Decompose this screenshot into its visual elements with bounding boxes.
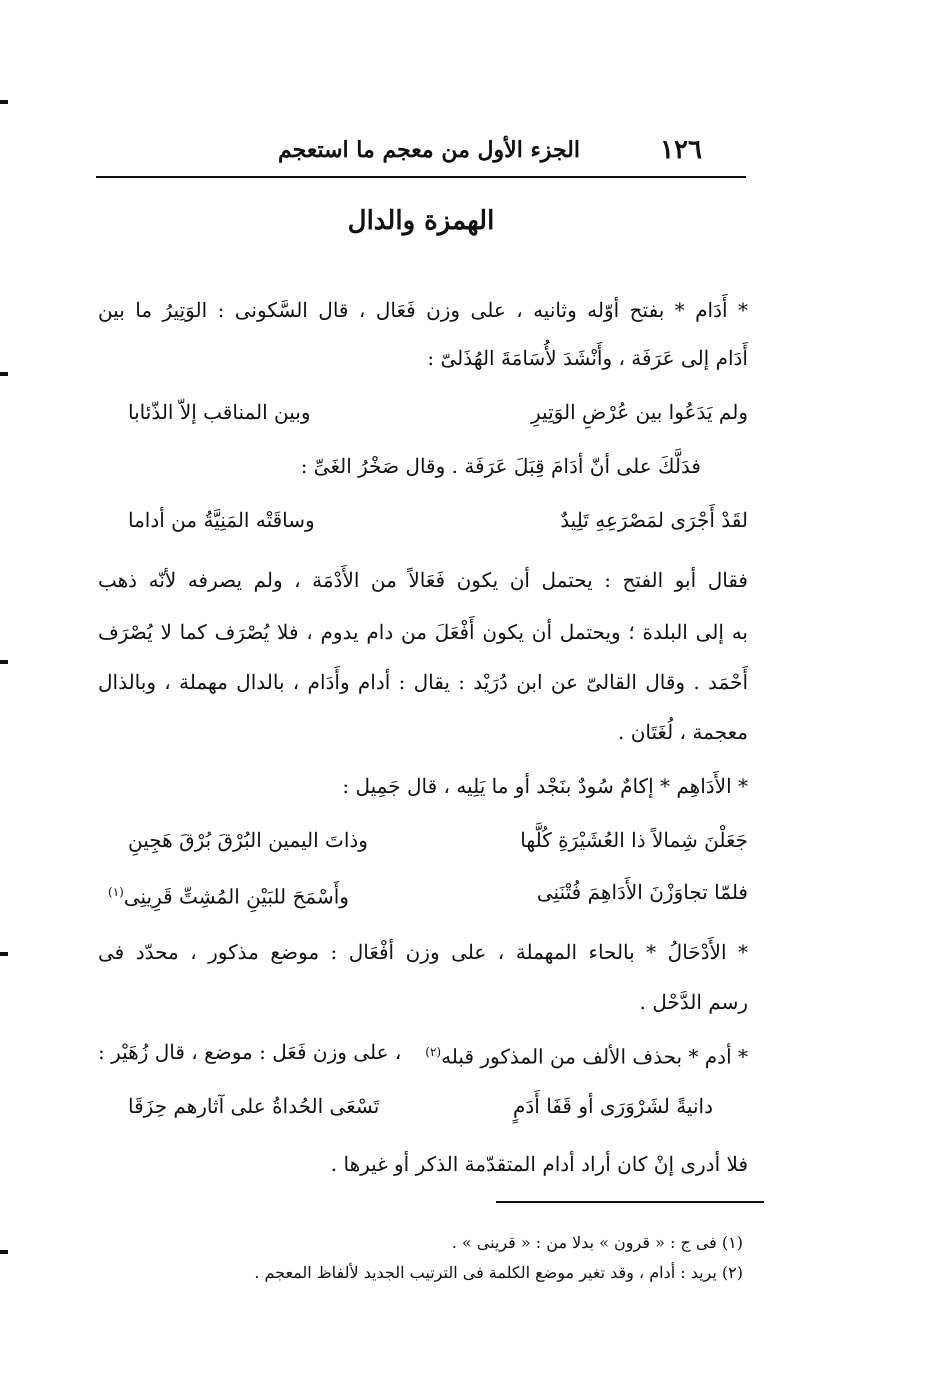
page-number: ١٢٦ — [660, 135, 702, 165]
verse-line — [108, 872, 748, 912]
margin-mark — [0, 100, 8, 104]
section-title: الهمزة والدال — [347, 206, 495, 236]
verse-line — [128, 1086, 713, 1126]
margin-mark — [0, 1250, 8, 1254]
hemistich: جَعَلْنَ شِمالاً ذا العُشَيْرَةِ كُلَّها — [520, 828, 748, 852]
header-rule — [96, 176, 746, 178]
hemistich: وساقَتْه المَنِيَّةُ من أداما — [128, 508, 315, 532]
footnote-rule — [496, 1201, 764, 1203]
footnote: (١) فى ج : « قرون » بدلا من : « قرينى » . — [451, 1233, 743, 1252]
hemistich: وذاتَ اليمين البُرْقَ بُرْقَ هَجِينِ — [128, 828, 368, 852]
margin-mark — [0, 660, 8, 664]
margin-mark — [0, 372, 8, 376]
text-line: * الأَدْحَالُ * بالحاء المهملة ، على وزن أفْعَال : موضع مذكور ، محدّد فى — [98, 940, 748, 964]
hemistich: تَسْعَى الحُداةُ على آثارهم حِزَقَا — [128, 1094, 380, 1118]
verse-line — [128, 500, 748, 540]
footnote-marker: (١) — [108, 885, 124, 899]
text-line: أَدَام إلى عَرَفَة ، وأَنْشَدَ لأُسَامَةَ الهُذَلىّ : — [427, 346, 748, 370]
text-line: * أَدَام * بفتح أوّله وثانيه ، على وزن فَعَال ، قال السَّكونى : الوَتِيرُ ما بين — [98, 298, 748, 322]
footnote: (٢) يريد : أدام ، وقد تغير موضع الكلمة فى الترتيب الجديد لألفاظ المعجم . — [254, 1263, 743, 1282]
hemistich — [108, 872, 349, 912]
text-line: أَحْمَد . وقال القالىّ عن ابن دُرَيْد : يقال : أدام وأَدَام ، بالدال مهملة ، وبالذال — [98, 670, 748, 694]
text-line: فلا أدرى إنْ كان أراد أدام المتقدّمة الذكر أو غيرها . — [330, 1152, 748, 1176]
hemistich: ولم يَدَعُوا بين عُرْضِ الوَتِيرِ — [531, 400, 748, 424]
text-line: معجمة ، لُغَتَان . — [618, 720, 748, 744]
hemistich: لقَدْ أَجْرَى لمَصْرَعِهِ تَلِيدٌ — [560, 508, 748, 532]
text-line: فقال أبو الفتح : يحتمل أن يكون فَعَالاً من الأَدْمَة ، ولم يصرفه لأنّه ذهب — [98, 568, 748, 592]
hemistich: دانيةً لشَرْوَرَى أو قَفَا أَدَمٍ — [513, 1094, 713, 1118]
hemistich: وبين المناقب إلاّ الذّئابا — [128, 400, 311, 424]
page-header — [96, 128, 746, 172]
hemistich-text: وأَسْمَحَ للبَيْنِ المُشِتِّ قَرِينِى — [123, 884, 349, 909]
text-line: فدَلَّكَ على أنّ أدَامَ قِبَلَ عَرَفَة . وقال صَخْرُ الغَىِّ : — [300, 454, 701, 478]
running-title: الجزء الأول من معجم ما استعجم — [278, 137, 580, 163]
text-line: * الأَدَاهِم * إكامٌ سُودٌ بنَجْد أو ما يَلِيه ، قال جَمِيل : — [342, 774, 748, 798]
footnote-marker: (٢) — [425, 1045, 442, 1059]
text-line: رسم الدَّحْل . — [639, 990, 748, 1014]
text-segment — [425, 1032, 748, 1072]
hemistich: فلمّا تجاوَزْنَ الأَدَاهِمَ فُتْنَنِى — [536, 880, 748, 904]
text-fragment: * أدم * بحذف الألف من المذكور قبله — [441, 1044, 748, 1069]
verse-line — [128, 820, 748, 860]
verse-line — [128, 392, 748, 432]
text-line: به إلى البلدة ؛ ويحتمل أن يكون أَفْعَلَ من دام يدوم ، فلا يُصْرَف كما لا يُصْرَف — [98, 620, 748, 644]
margin-mark — [0, 952, 8, 956]
text-line — [98, 1032, 748, 1072]
text-segment: ، على وزن فَعَل : موضع ، قال زُهَيْر : — [98, 1040, 402, 1064]
